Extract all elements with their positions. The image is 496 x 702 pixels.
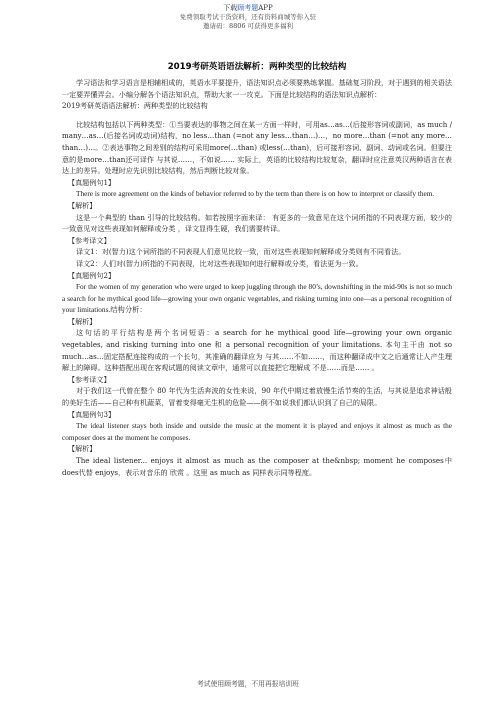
app-suffix: APP	[258, 4, 273, 12]
example-2-sentence-text: For the women of my generation who were urged to keep juggling through the 80’s, downshifting in the mid-90s is not so much a search for he mythical good life—growing your own organic vegetables, and risking turning into one—as a personal recognition of your limitations.	[62, 282, 452, 315]
example-1-translation-2: 译文2：人们对(智力)所指的不同表现，比对这些表现如何进行解释或分类，看法更为一致。	[76, 258, 363, 268]
invite-code-line: 邀请码：8806 可获得更多福利	[202, 21, 294, 30]
example-3-analysis-label: 【解析】	[68, 444, 97, 454]
article-subtitle: 2019考研英语语法解析：两种类型的比较结构	[62, 101, 208, 111]
article	[62, 60, 452, 478]
example-2-analysis-label: 【解析】	[68, 316, 97, 326]
example-2-sentence	[62, 281, 452, 316]
example-3-analysis: The ideal listener... enjoys it almost as much as the composer at the&nbsp; moment he composes中 does代替 enjoys，表示对音乐的 欣赏 。这里 as much as 同样表示同等程度。	[62, 456, 452, 477]
example-1-ref-label: 【参考译文】	[68, 235, 111, 245]
example-3-sentence: The ideal listener stays both inside and outside the music at the moment it is played and enjoys it almost as much as the composer does at the moment he composes.	[62, 421, 452, 442]
example-1-label: 【真题例句1】	[68, 177, 116, 187]
app-link[interactable]: 顾考题	[237, 4, 259, 12]
example-2-analysis: 这句话的平行结构是两个名词短语：a search for he mythical good life—growing your own organic vegetables, and risking turning into one 和 a personal recognition of your limitations. 本句主干由 not so much…as…固定搭配连接构成的一个长句，其准确的翻译应为 与其……不如……，而这种翻译成中文之后通常让人产生理解上的障碍。这种搭配出现在客观试题的阅读文章中，通常可以直接把它理解成 不是……而是…… 。	[62, 328, 452, 373]
example-1-analysis-label: 【解析】	[68, 200, 97, 210]
example-1-translation-1: 译文1：对(智力)这个词所指的不同表现人们意见比较一致，而对这些表现如何解释或分类则有不同看法。	[76, 247, 406, 257]
example-3-label: 【真题例句3】	[68, 409, 116, 419]
body-intro-paragraph: 比较结构包括以下两种类型：①当要表达的事物之间在某一方面一样时，可用as…as…(后接形容词或副词，as much / many…as…(后接名词或动词)结构，no less…than (=not any less…than…)…，no more…than (=not any more…than…)…。②表达事物之间差别的结构可采用more(…than) 或less(…than)，后可接形容词、副词、动词或名词。但要注意的是more…than还可译作 与其说……，不如说…… 实际上，英语的比较结构比较复杂，翻译时应注意英汉两种语言在表达上的差异。处理时应先识别比较结构，然后判断比较对象。	[62, 119, 452, 176]
example-2-label: 【真题例句2】	[68, 270, 116, 280]
article-title: 2019考研英语语法解析：两种类型的比较结构	[167, 62, 347, 72]
promo-header	[0, 0, 496, 30]
example-2-ref-label: 【参考译文】	[68, 374, 111, 384]
example-2-translation: 对于我们这一代曾在整个 80 年代为生活奔波的女性来说，90 年代中期过着放慢生活节奏的生活，与其说是追求神话般的美好生活——自己种有机蔬菜，冒着变得毫无生机的危险——倒不如说我们都认识到了自己的局限。	[62, 386, 452, 408]
app-prefix: 下载	[223, 4, 238, 12]
app-download-line	[0, 4, 496, 13]
page-footer: 考试使用顾考题，不用再报培训班	[197, 680, 299, 688]
promo-line: 免费领取考试干货资料，还有资料商城等你入驻	[179, 13, 317, 21]
intro-paragraph: 学习语法和学习语言是相辅相成的，英语水平要提升，语法知识点必须要熟练掌握。基础复习阶段，对于遇到的相关语法一定要弄懂弄会。小编分解各个语法知识点，帮助大家一一攻克。下面是比较结构的语法知识点解析：	[62, 78, 452, 99]
example-2-structure-note: 结构分析：	[110, 305, 147, 315]
example-1-sentence: There is more agreement on the kinds of behavior referred to by the term than there is on how to interpret or classify them.	[76, 189, 435, 199]
example-1-analysis: 这是一个典型的 than 引导的比较结构。如若按照字面来译： 有更多的一致意见在这个词所指的不同表现方面，较少的一致意见对这些表现如何解释或分类 ，译文显得生硬，我们需要转译。	[62, 212, 452, 234]
